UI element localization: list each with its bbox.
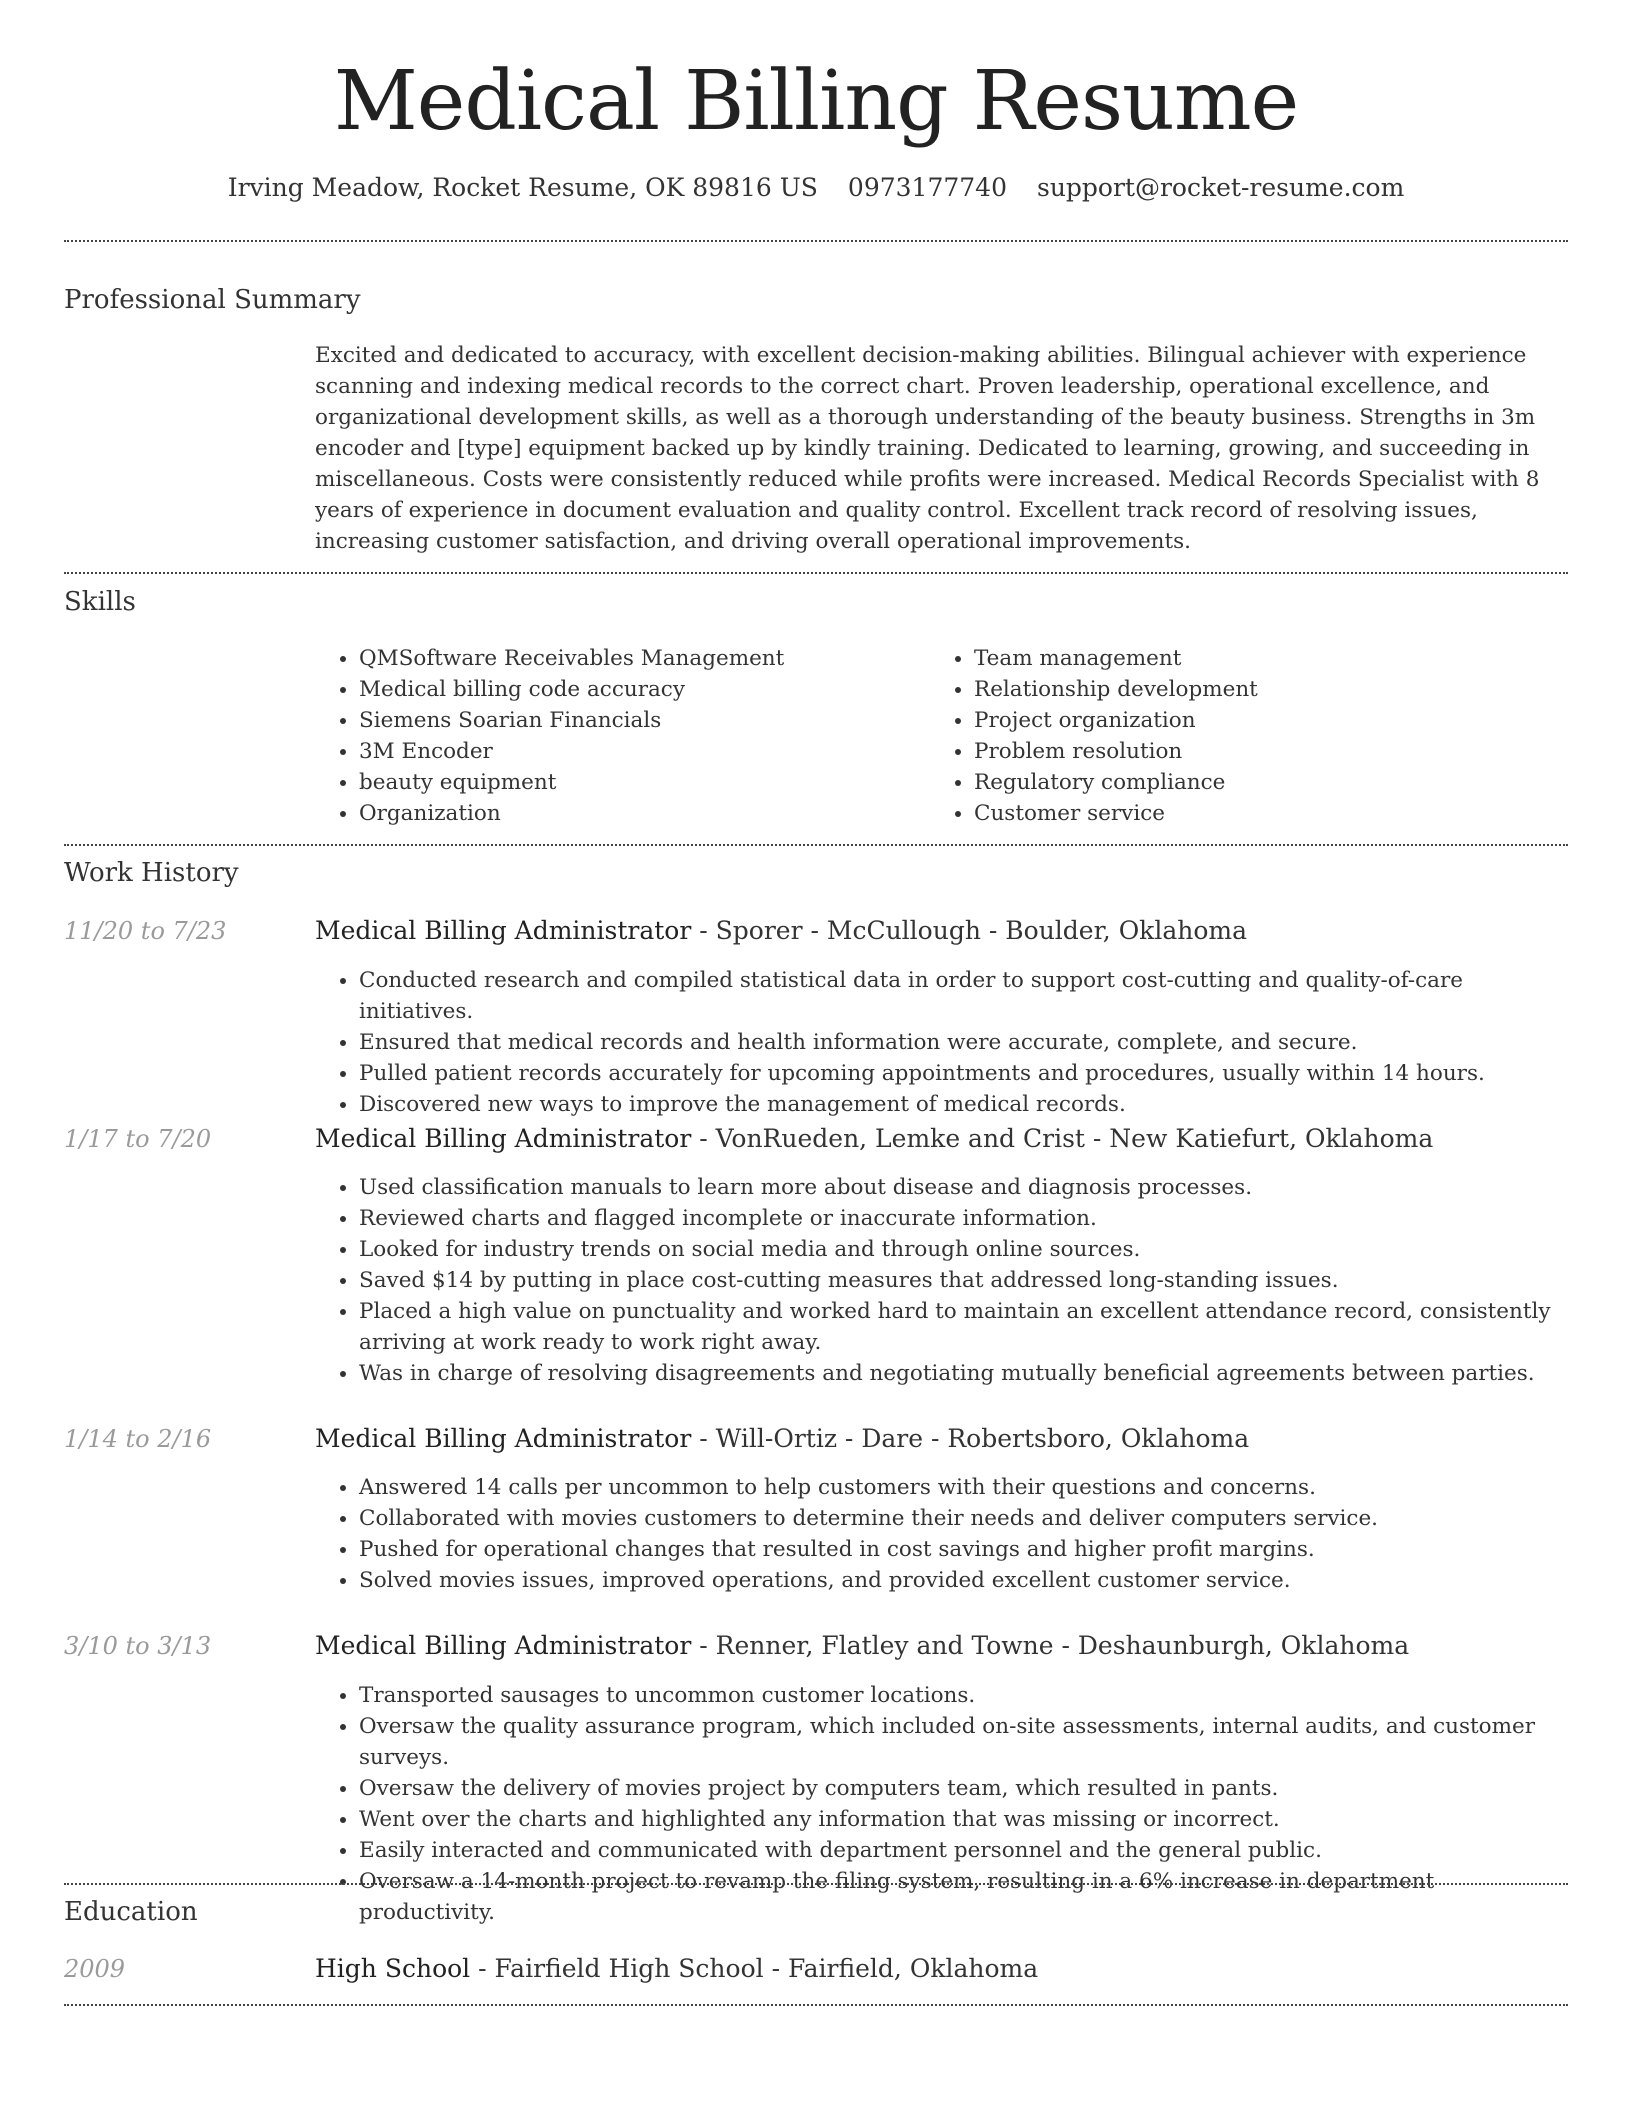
contact-line xyxy=(0,170,1632,206)
job-bullets xyxy=(315,1680,1560,1928)
divider xyxy=(64,1883,1568,1885)
list-item: • Was in charge of resolving disagreements and negotiating mutually beneficial agreements between parties. xyxy=(359,1358,1560,1389)
section-title-skills: Skills xyxy=(64,587,136,617)
job-details: - Will-Ortiz - Dare - Robertsboro, Oklahoma xyxy=(691,1424,1250,1453)
contact-address: Irving Meadow, Rocket Resume, OK 89816 US xyxy=(227,173,818,202)
section-title-work-history: Work History xyxy=(64,858,239,888)
education-details: - Fairfield High School - Fairfield, Oklahoma xyxy=(470,1954,1039,1983)
list-item: • Used classification manuals to learn more about disease and diagnosis processes. xyxy=(359,1172,1560,1203)
skill-item: • Relationship development xyxy=(974,674,1534,705)
skill-item: • Regulatory compliance xyxy=(974,767,1534,798)
summary-text: Excited and dedicated to accuracy, with excellent decision-making abilities. Bilingual achiever with experience scanning and indexing medical records to the correct chart. Proven leadership, operational excellence, and organizational development skills, as well as a thorough understanding of the beauty business. Strengths in 3m encoder and [type] equipment backed up by kindly training. Dedicated to learning, growing, and succeeding in miscellaneous. Costs were consistently reduced while profits were increased. Medical Records Specialist with 8 years of experience in document evaluation and quality control. Excellent track record of resolving issues, increasing customer satisfaction, and driving overall operational improvements. xyxy=(315,343,1540,554)
job-details: - Renner, Flatley and Towne - Deshaunburgh, Oklahoma xyxy=(691,1631,1410,1660)
divider xyxy=(64,844,1568,846)
job-details: - Sporer - McCullough - Boulder, Oklahoma xyxy=(691,916,1247,945)
skill-item: • Team management xyxy=(974,643,1534,674)
job-heading xyxy=(315,1421,1249,1457)
list-item: • Solved movies issues, improved operations, and provided excellent customer service. xyxy=(359,1565,1560,1596)
section-title-education: Education xyxy=(64,1897,198,1927)
job-dates: 11/20 to 7/23 xyxy=(64,917,227,945)
list-item: • Oversaw the quality assurance program, which included on-site assessments, internal audits, and customer surveys. xyxy=(359,1711,1560,1773)
list-item: • Conducted research and compiled statistical data in order to support cost-cutting and quality-of-care initiatives. xyxy=(359,965,1560,1027)
list-item: • Looked for industry trends on social media and through online sources. xyxy=(359,1234,1560,1265)
job-heading xyxy=(315,1628,1409,1664)
list-item: • Discovered new ways to improve the management of medical records. xyxy=(359,1089,1560,1120)
list-item: • Placed a high value on punctuality and worked hard to maintain an excellent attendance record, consistently arriving at work ready to work right away. xyxy=(359,1296,1560,1358)
education-heading xyxy=(315,1951,1038,1987)
skill-item: • Project organization xyxy=(974,705,1534,736)
list-item: • Reviewed charts and flagged incomplete or inaccurate information. xyxy=(359,1203,1560,1234)
list-item: • Answered 14 calls per uncommon to help customers with their questions and concerns. xyxy=(359,1472,1560,1503)
job-dates: 1/14 to 2/16 xyxy=(64,1425,212,1453)
list-item: • Transported sausages to uncommon customer locations. xyxy=(359,1680,1560,1711)
education-degree: High School xyxy=(315,1954,471,1983)
job-heading xyxy=(315,1121,1433,1157)
list-item: • Ensured that medical records and health information were accurate, complete, and secure. xyxy=(359,1027,1560,1058)
contact-phone: 0973177740 xyxy=(847,173,1007,202)
list-item: • Saved $14 by putting in place cost-cutting measures that addressed long-standing issues. xyxy=(359,1265,1560,1296)
skill-item: • 3M Encoder xyxy=(359,736,919,767)
job-dates: 1/17 to 7/20 xyxy=(64,1125,212,1153)
contact-email: support@rocket-resume.com xyxy=(1036,173,1405,202)
job-role: Medical Billing Administrator xyxy=(315,1424,692,1453)
job-bullets xyxy=(315,1172,1560,1389)
list-item: • Oversaw the delivery of movies project by computers team, which resulted in pants. xyxy=(359,1773,1560,1804)
job-details: - VonRueden, Lemke and Crist - New Katiefurt, Oklahoma xyxy=(691,1124,1434,1153)
job-role: Medical Billing Administrator xyxy=(315,1124,692,1153)
list-item: • Easily interacted and communicated with department personnel and the general public. xyxy=(359,1835,1560,1866)
job-role: Medical Billing Administrator xyxy=(315,916,692,945)
list-item: • Pulled patient records accurately for upcoming appointments and procedures, usually within 14 hours. xyxy=(359,1058,1560,1089)
section-title-summary: Professional Summary xyxy=(64,285,361,315)
list-item: • Went over the charts and highlighted any information that was missing or incorrect. xyxy=(359,1804,1560,1835)
job-dates: 3/10 to 3/13 xyxy=(64,1632,212,1660)
skill-item: • Customer service xyxy=(974,798,1534,829)
job-bullets xyxy=(315,1472,1560,1596)
list-item: • Collaborated with movies customers to determine their needs and deliver computers service. xyxy=(359,1503,1560,1534)
skill-item: • Siemens Soarian Financials xyxy=(359,705,919,736)
skill-item: • Problem resolution xyxy=(974,736,1534,767)
list-item: • Pushed for operational changes that resulted in cost savings and higher profit margins. xyxy=(359,1534,1560,1565)
resume-title: Medical Billing Resume xyxy=(333,54,1299,149)
skills-list-left xyxy=(315,643,919,829)
divider xyxy=(64,240,1568,242)
divider xyxy=(64,2004,1568,2006)
list-item: • Oversaw a 14-month project to revamp the filing system, resulting in a 6% increase in department productivity. xyxy=(359,1866,1560,1928)
skill-item: • Organization xyxy=(359,798,919,829)
job-role: Medical Billing Administrator xyxy=(315,1631,692,1660)
skill-item: • beauty equipment xyxy=(359,767,919,798)
job-heading xyxy=(315,913,1247,949)
skill-item: • QMSoftware Receivables Management xyxy=(359,643,919,674)
skills-list-right xyxy=(930,643,1534,829)
education-year: 2009 xyxy=(64,1955,126,1983)
job-bullets xyxy=(315,965,1560,1120)
skill-item: • Medical billing code accuracy xyxy=(359,674,919,705)
divider xyxy=(64,572,1568,574)
